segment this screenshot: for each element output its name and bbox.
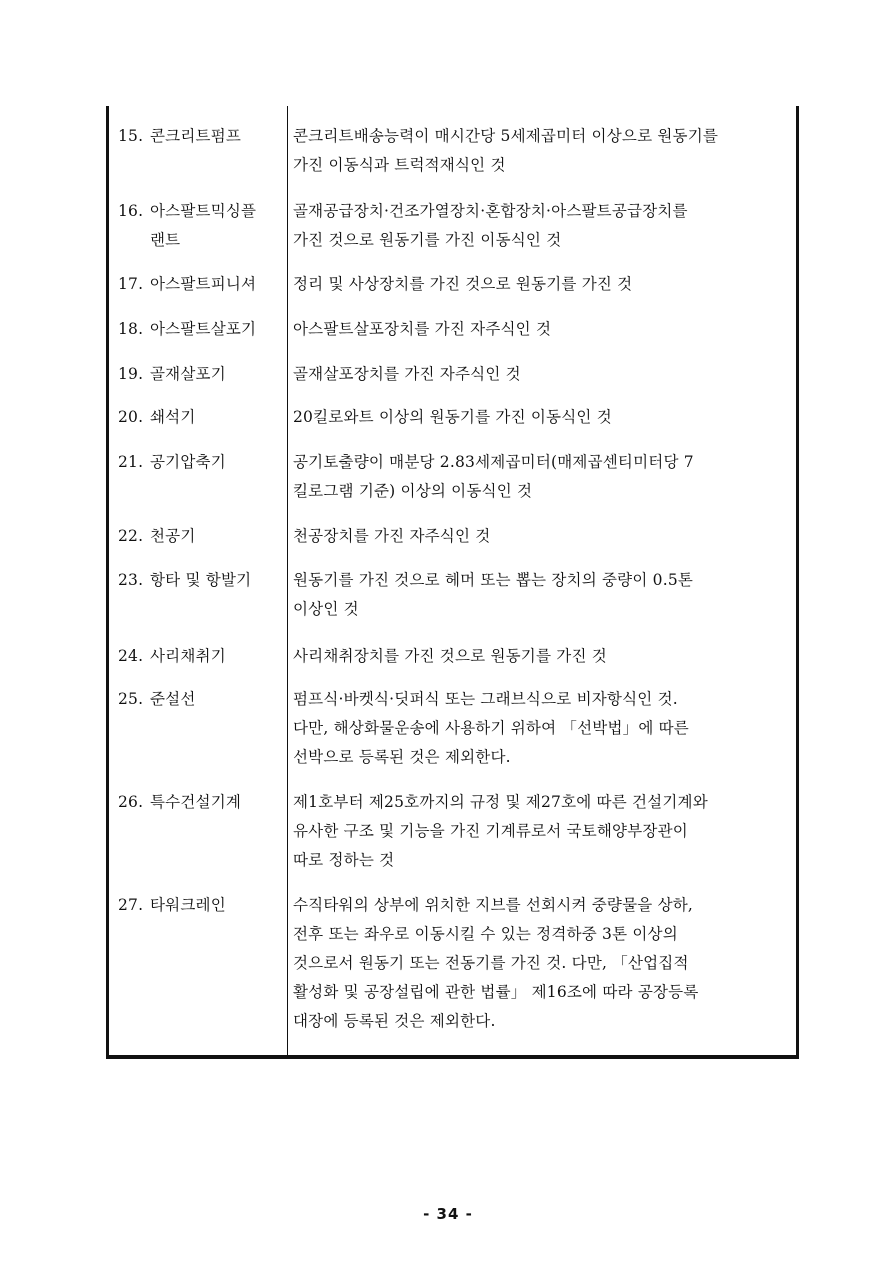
equipment-name-cell [118,891,290,920]
item-name: 아스팔트믹싱플 [150,202,257,220]
equipment-description-cell [293,122,793,180]
equipment-description-cell [293,522,793,551]
equipment-description-cell [293,197,793,255]
item-number: 23. [118,571,144,589]
equipment-description-cell [293,403,793,432]
equipment-name-cell [118,403,290,432]
description-line: 전후 또는 좌우로 이동시킬 수 있는 정격하중 3톤 이상의 [293,925,678,943]
item-name: 공기압축기 [150,453,226,471]
equipment-description-cell [293,566,793,624]
description-line: 선박으로 등록된 것은 제외한다. [293,748,511,766]
item-number: 19. [118,365,144,383]
item-name: 천공기 [150,527,196,545]
description-line: 가진 이동식과 트럭적재식인 것 [293,156,506,174]
item-name: 항타 및 항발기 [150,571,252,589]
equipment-description-cell [293,448,793,506]
equipment-description-cell [293,315,793,344]
description-line: 것으로서 원동기 또는 전동기를 가진 것. 다만, 「산업집적 [293,954,689,972]
description-line: 제1호부터 제25호까지의 규정 및 제27호에 따른 건설기계와 [293,793,708,811]
equipment-description-cell [293,685,793,772]
equipment-name-cell [118,270,290,299]
item-name: 사리채취기 [150,647,226,665]
item-number: 20. [118,408,144,426]
description-line: 원동기를 가진 것으로 헤머 또는 뽑는 장치의 중량이 0.5톤 [293,571,694,589]
item-name: 타워크레인 [150,896,226,914]
description-line: 골재살포장치를 가진 자주식인 것 [293,365,521,383]
equipment-description-cell [293,642,793,671]
item-number: 24. [118,647,144,665]
description-line: 천공장치를 가진 자주식인 것 [293,527,491,545]
description-line: 골재공급장치·건조가열장치·혼합장치·아스팔트공급장치를 [293,202,688,220]
item-name: 쇄석기 [150,408,196,426]
equipment-description-cell [293,891,793,1036]
description-line: 킬로그램 기준) 이상의 이동식인 것 [293,482,533,500]
item-name-continued: 랜트 [150,231,181,249]
equipment-description-cell [293,360,793,389]
description-line: 다만, 해상화물운송에 사용하기 위하여 「선박법」에 따른 [293,719,689,737]
item-name: 아스팔트피니셔 [150,275,257,293]
equipment-description-cell [293,270,793,299]
item-name: 아스팔트살포기 [150,320,257,338]
item-number: 26. [118,793,144,811]
description-line: 유사한 구조 및 기능을 가진 기계류로서 국토해양부장관이 [293,822,688,840]
description-line: 아스팔트살포장치를 가진 자주식인 것 [293,320,552,338]
description-line: 펌프식·바켓식·딧퍼식 또는 그래브식으로 비자항식인 것. [293,690,678,708]
item-number: 18. [118,320,144,338]
description-line: 가진 것으로 원동기를 가진 이동식인 것 [293,231,562,249]
description-line: 20킬로와트 이상의 원동기를 가진 이동식인 것 [293,408,612,426]
item-number: 17. [118,275,144,293]
item-name: 골재살포기 [150,365,226,383]
equipment-name-cell [118,448,290,477]
equipment-name-cell [118,522,290,551]
item-number: 21. [118,453,144,471]
description-line: 활성화 및 공장설립에 관한 법률」 제16조에 따라 공장등록 [293,983,699,1001]
equipment-name-cell [118,315,290,344]
equipment-name-cell [118,197,290,255]
item-name: 준설선 [150,690,196,708]
equipment-name-cell [118,788,290,817]
item-number: 16. [118,202,144,220]
equipment-name-cell [118,360,290,389]
equipment-name-cell [118,642,290,671]
equipment-name-cell [118,566,290,595]
item-name: 콘크리트펌프 [150,127,242,145]
page-number: - 34 - [423,1205,473,1223]
description-line: 대장에 등록된 것은 제외한다. [293,1012,496,1030]
description-line: 수직타워의 상부에 위치한 지브를 선회시켜 중량물을 상하, [293,896,694,914]
equipment-name-cell [118,122,290,151]
description-line: 정리 및 사상장치를 가진 것으로 원동기를 가진 것 [293,275,633,293]
description-line: 콘크리트배송능력이 매시간당 5세제곱미터 이상으로 원동기를 [293,127,719,145]
item-number: 25. [118,690,144,708]
equipment-description-cell [293,788,793,875]
description-line: 따로 정하는 것 [293,851,395,869]
item-number: 15. [118,127,144,145]
item-name: 특수건설기계 [150,793,242,811]
item-number: 22. [118,527,144,545]
description-line: 사리채취장치를 가진 것으로 원동기를 가진 것 [293,647,607,665]
equipment-name-cell [118,685,290,714]
item-number: 27. [118,896,144,914]
description-line: 이상인 것 [293,600,359,618]
description-line: 공기토출량이 매분당 2.83세제곱미터(매제곱센티미터당 7 [293,453,694,471]
